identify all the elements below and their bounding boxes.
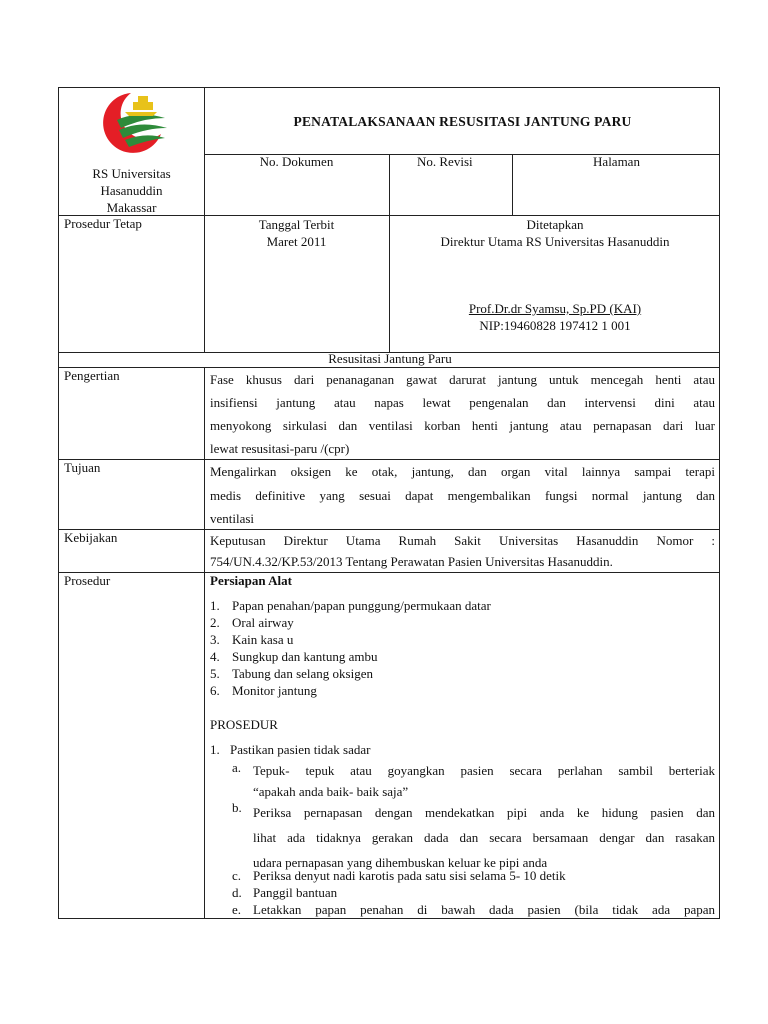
hospital-name-line2: Hasanuddin xyxy=(100,183,163,198)
substep-b xyxy=(253,800,715,875)
list-text: Sungkup dan kantung ambu xyxy=(232,649,378,664)
text-line: menyokong sirkulasi dan ventilasi korban henti jantung atau pernapasan dari luar xyxy=(210,418,715,433)
text-line: lewat resusitasi-paru /(cpr) xyxy=(210,441,350,456)
list-item xyxy=(210,682,715,699)
substep-letter: c. xyxy=(232,868,242,883)
tanggal-terbit-value: Maret 2011 xyxy=(266,234,327,249)
list-text: Oral airway xyxy=(232,615,294,630)
substep-letter: e. xyxy=(232,902,242,917)
grid-line xyxy=(59,572,720,573)
list-number: 4. xyxy=(210,649,220,664)
list-item xyxy=(210,614,715,631)
no-dokumen-label: No. Dokumen xyxy=(259,154,334,169)
kebijakan-label: Kebijakan xyxy=(64,530,118,545)
list-number: 1. xyxy=(210,598,220,613)
list-number: 5. xyxy=(210,666,220,681)
ditetapkan-label: Ditetapkan xyxy=(526,217,584,232)
substep-a xyxy=(253,760,715,802)
text-line: Periksa pernapasan dengan mendekatkan pipi anda ke hidung pasien dan xyxy=(253,805,715,820)
sop-document xyxy=(58,87,720,919)
signer-name: Prof.Dr.dr Syamsu, Sp.PD (KAI) xyxy=(468,301,642,316)
list-item xyxy=(210,631,715,648)
text-line: ventilasi xyxy=(210,511,255,526)
list-text: Tabung dan selang oksigen xyxy=(232,666,373,681)
text-line: “apakah anda baik- baik saja” xyxy=(253,784,409,799)
direktur-label: Direktur Utama RS Universitas Hasanuddin xyxy=(440,234,670,249)
substep-d-text: Panggil bantuan xyxy=(253,885,338,900)
hospital-logo-icon xyxy=(95,90,175,156)
tujuan-label: Tujuan xyxy=(64,460,101,475)
persiapan-alat-title: Persiapan Alat xyxy=(210,573,292,588)
pengertian-label: Pengertian xyxy=(64,368,120,383)
text-line: insifiensi jantung atau napas lewat pengenalan dan intervensi dini atau xyxy=(210,395,715,410)
list-number: 3. xyxy=(210,632,220,647)
list-number: 6. xyxy=(210,683,220,698)
list-number: 2. xyxy=(210,615,220,630)
substep-e-text: Letakkan papan penahan di bawah dada pasien (bila tidak ada papan xyxy=(253,902,715,917)
kebijakan-text xyxy=(210,530,715,572)
substep-letter: d. xyxy=(232,885,242,900)
substep-c-text: Periksa denyut nadi karotis pada satu sisi selama 5- 10 detik xyxy=(253,868,566,883)
no-revisi-label: No. Revisi xyxy=(417,154,473,169)
text-line: udara pernapasan yang dihembuskan keluar ke pipi anda xyxy=(253,855,548,870)
text-line: 754/UN.4.32/KP.53/2013 Tentang Perawatan Pasien Universitas Hasanuddin. xyxy=(210,554,613,569)
pengertian-text xyxy=(210,368,715,460)
substep-letter: b. xyxy=(232,800,242,815)
step-text: Pastikan pasien tidak sadar xyxy=(230,742,371,757)
substep-letter: a. xyxy=(232,760,242,775)
list-item xyxy=(210,648,715,665)
text-line: medis definitive yang sesuai dapat mengembalikan fungsi normal jantung dan xyxy=(210,487,715,503)
tujuan-text xyxy=(210,460,715,531)
prosedur-label: Prosedur xyxy=(64,573,111,588)
list-text: Monitor jantung xyxy=(232,683,317,698)
grid-line xyxy=(204,367,205,919)
document-title: PENATALAKSANAAN RESUSITASI JANTUNG PARU xyxy=(293,114,632,129)
list-text: Papan penahan/papan punggung/permukaan datar xyxy=(232,598,491,613)
halaman-label: Halaman xyxy=(593,154,640,169)
text-line: Fase khusus dari penanaganan gawat darurat jantung untuk mencegah henti atau xyxy=(210,372,715,387)
step-number: 1. xyxy=(210,742,220,757)
prosedur-subtitle: PROSEDUR xyxy=(210,717,278,732)
text-line: lihat ada tidaknya gerakan dada dan secara bersamaan dengar dan rasakan xyxy=(253,830,715,845)
text-line: Tepuk- tepuk atau goyangkan pasien secara perlahan sambil berteriak xyxy=(253,763,715,778)
signer-nip: NIP:19460828 197412 1 001 xyxy=(479,318,631,333)
list-text: Kain kasa u xyxy=(232,632,294,647)
text-line: Mengalirkan oksigen ke otak, jantung, dan organ vital lainnya sampai terapi xyxy=(210,464,715,479)
hospital-name-line3: Makassar xyxy=(106,200,157,215)
hospital-name-line1: RS Universitas xyxy=(92,166,171,181)
tanggal-terbit-label: Tanggal Terbit xyxy=(258,217,335,232)
list-item xyxy=(210,597,715,614)
list-item xyxy=(210,665,715,682)
section-title: Resusitasi Jantung Paru xyxy=(328,351,452,366)
prosedur-tetap-label: Prosedur Tetap xyxy=(64,216,142,231)
alat-list xyxy=(210,597,715,699)
text-line: Keputusan Direktur Utama Rumah Sakit Universitas Hasanuddin Nomor : xyxy=(210,533,715,548)
